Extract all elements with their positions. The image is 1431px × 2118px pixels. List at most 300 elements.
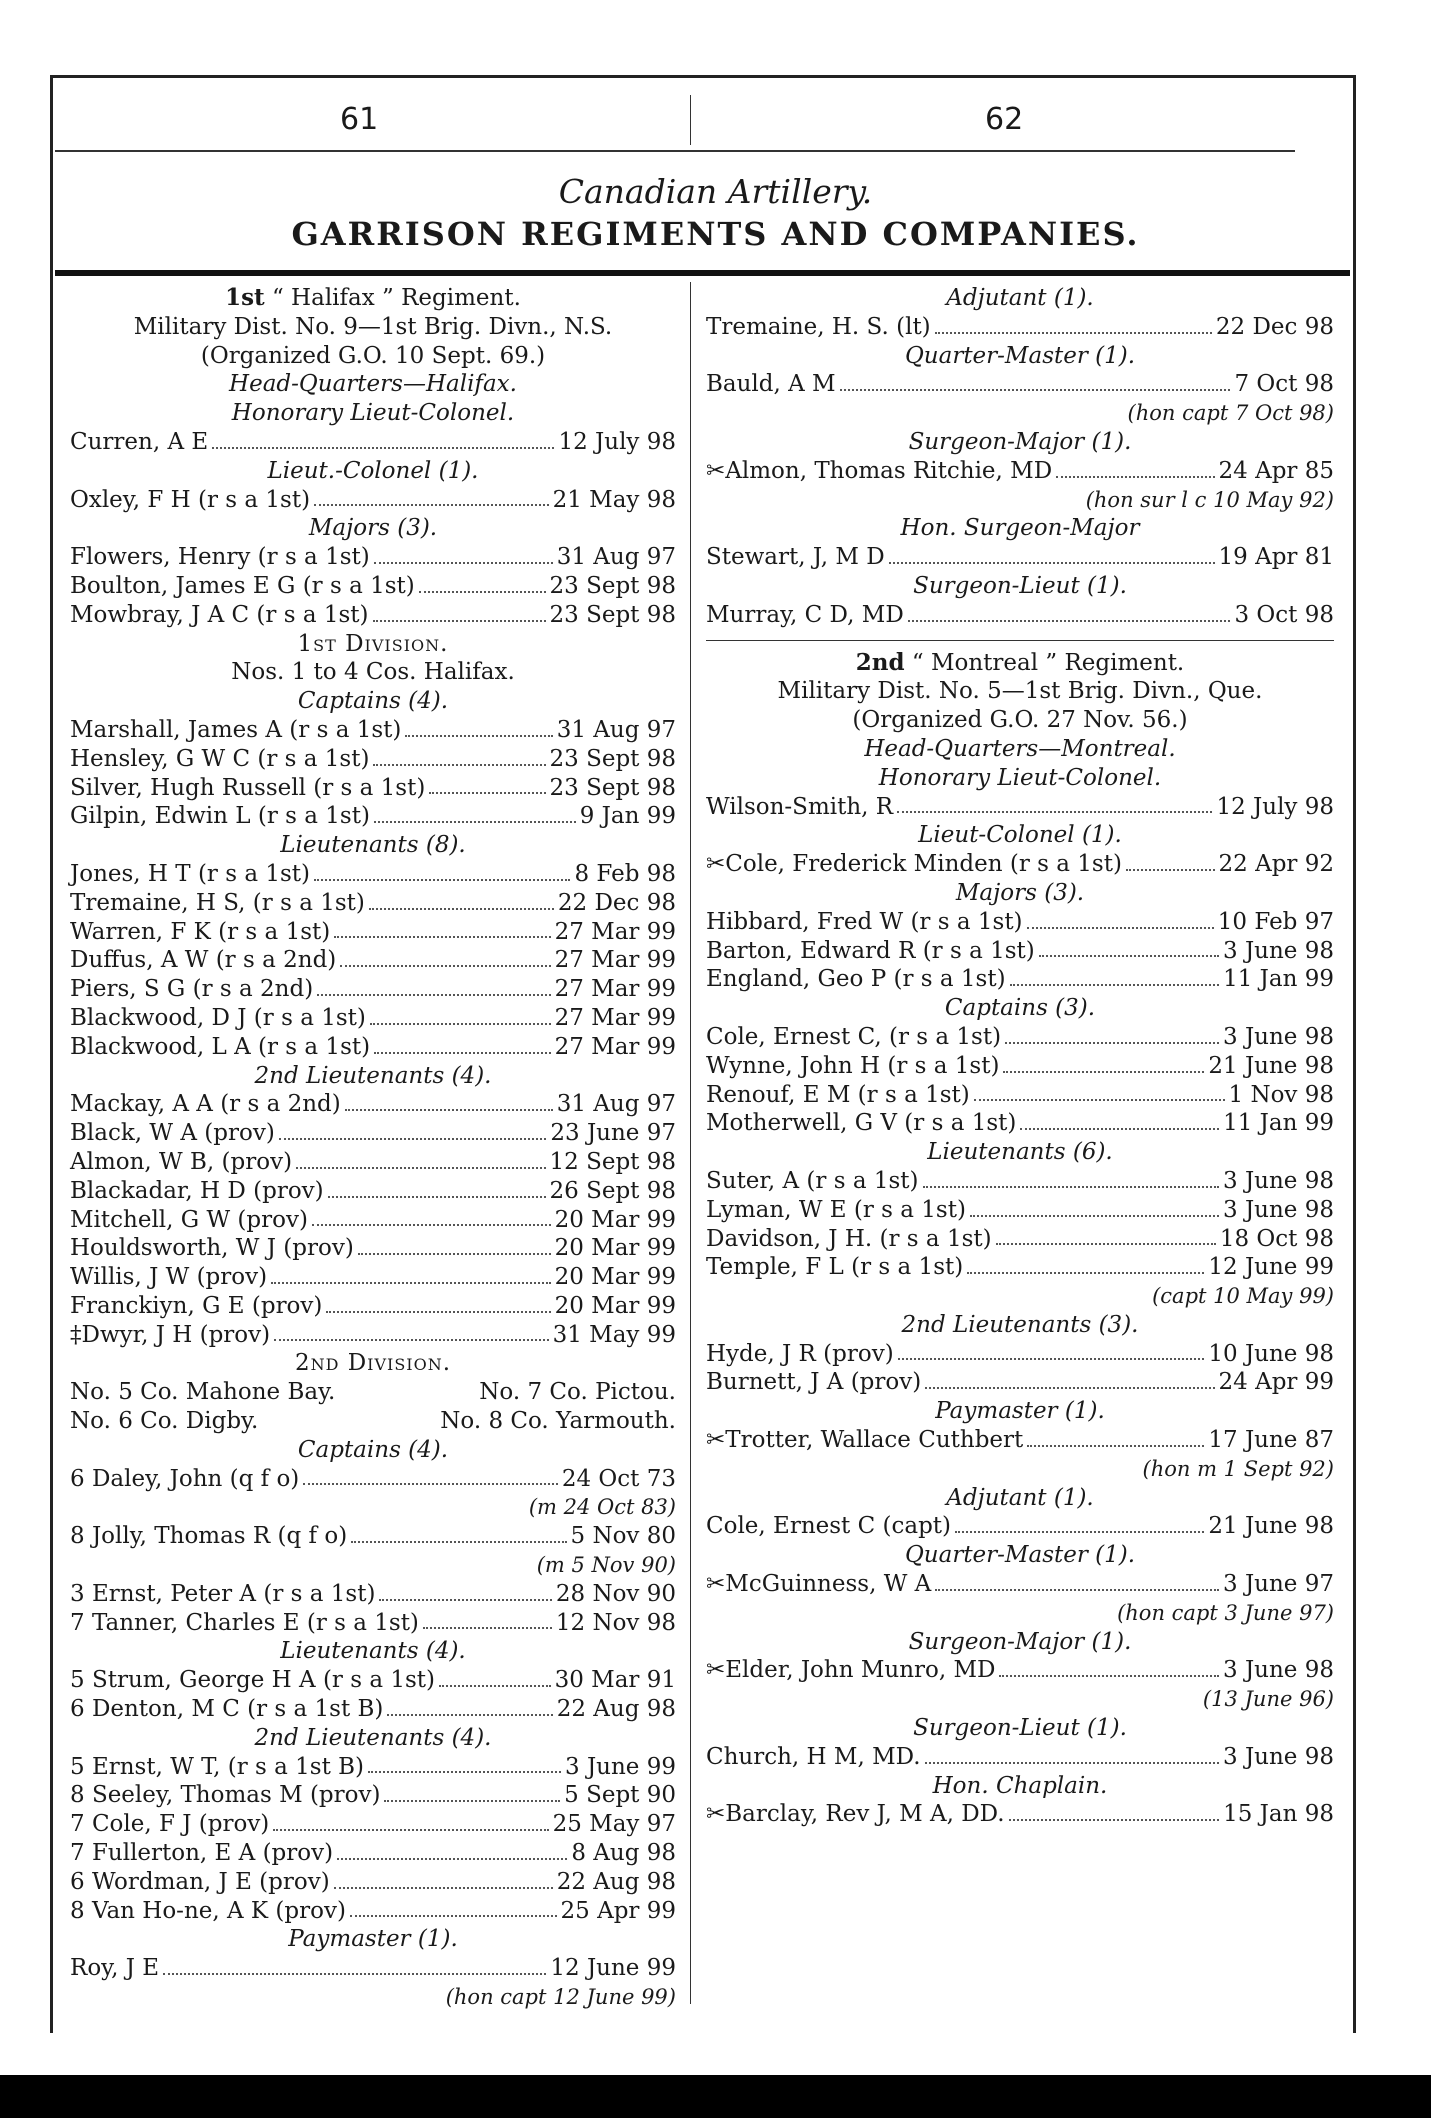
commission-date: 17 June 87 [1208, 1427, 1334, 1454]
rank-heading: Head-Quarters—Montreal. [864, 735, 1176, 762]
rank-note: (capt 10 May 99) [1152, 1284, 1334, 1309]
officer-name: Boulton, James E G (r s a 1st) [70, 572, 415, 599]
rank-heading: Hon. Surgeon-Major [900, 515, 1140, 542]
commission-date: 31 May 99 [552, 1321, 676, 1348]
commission-date: 27 Mar 99 [554, 1004, 676, 1031]
roster-entry [706, 908, 1334, 937]
leader-dots [1009, 1800, 1220, 1821]
roster-entry [706, 1656, 1334, 1685]
officer-name: Suter, A (r s a 1st) [706, 1167, 919, 1194]
officer-name: Willis, J W (prov) [70, 1264, 268, 1291]
leader-dots [345, 1090, 553, 1111]
commission-date: 8 Aug 98 [571, 1840, 676, 1867]
leader-dots [296, 1148, 545, 1169]
commission-date: 22 Dec 98 [557, 889, 676, 916]
commission-date: 3 Oct 98 [1234, 601, 1334, 628]
officer-name: 7 Cole, F J (prov) [70, 1811, 270, 1838]
regiment-name: “ Halifax ” Regiment. [264, 285, 521, 311]
rank-note: (hon capt 7 Oct 98) [1127, 401, 1334, 426]
commission-date: 1 Nov 98 [1228, 1081, 1334, 1108]
leader-dots [1027, 908, 1214, 929]
regiment-info: Military Dist. No. 9—1st Brig. Divn., N.S. [133, 313, 613, 340]
officer-name: Tremaine, H. S. (lt) [706, 313, 931, 340]
officer-name: ‡Dwyr, J H (prov) [70, 1321, 271, 1348]
roster-entry [70, 428, 676, 457]
roster-entry [706, 457, 1334, 486]
rank-note: (13 June 96) [1202, 1687, 1334, 1712]
roster-entry [70, 1119, 676, 1148]
leader-dots [955, 1512, 1204, 1533]
rank-heading: Quarter-Master (1). [904, 342, 1136, 369]
officer-name: Davidson, J H. (r s a 1st) [706, 1225, 992, 1252]
roster-entry [70, 1753, 676, 1782]
commission-date: 22 Aug 98 [556, 1696, 676, 1723]
rank-heading: 2nd Lieutenants (4). [254, 1724, 492, 1751]
commission-date: 27 Mar 99 [554, 918, 676, 945]
regiment-number: 1st [225, 284, 265, 311]
column-separator [690, 282, 691, 2004]
commission-date: 3 June 98 [1223, 1023, 1334, 1050]
roster-entry [706, 965, 1334, 994]
commission-date: 20 Mar 99 [554, 1235, 676, 1262]
rank-note: (m 5 Nov 90) [536, 1553, 676, 1578]
rank-note: (hon capt 12 June 99) [445, 1985, 676, 2010]
officer-name: Cole, Ernest C, (r s a 1st) [706, 1023, 1002, 1050]
leader-dots [273, 1810, 548, 1831]
officer-name: ✂Trotter, Wallace Cuthbert [706, 1427, 1024, 1454]
commission-date: 11 Jan 99 [1223, 1110, 1334, 1137]
rank-heading: 2nd Lieutenants (4). [254, 1062, 492, 1089]
roster-entry [706, 1368, 1334, 1397]
rank-heading: Adjutant (1). [946, 1484, 1094, 1511]
commission-date: 12 July 98 [1216, 793, 1334, 820]
leader-dots [1005, 1023, 1219, 1044]
commission-date: 31 Aug 97 [556, 716, 676, 743]
officer-name: ✂McGuinness, W A [706, 1571, 932, 1598]
left-column [70, 284, 676, 2012]
company-pair [70, 1378, 676, 1407]
leader-dots [840, 370, 1231, 391]
company-pair [70, 1407, 676, 1436]
officer-name: 8 Van Ho-ne, A K (prov) [70, 1897, 346, 1924]
company-location: No. 6 Co. Digby. [70, 1408, 259, 1435]
roster-entry [70, 918, 676, 947]
officer-name: 7 Fullerton, E A (prov) [70, 1840, 334, 1867]
officer-name: 3 Ernst, Peter A (r s a 1st) [70, 1580, 376, 1607]
officer-name: 6 Wordman, J E (prov) [70, 1868, 330, 1895]
company-location: No. 5 Co. Mahone Bay. [70, 1379, 336, 1406]
roster-entry [70, 802, 676, 831]
officer-name: Roy, J E [70, 1955, 160, 1982]
roster-entry [70, 486, 676, 515]
leader-dots [379, 1580, 551, 1601]
leader-dots [1020, 1109, 1219, 1130]
roster-entry [70, 1868, 676, 1897]
roster-entry [706, 313, 1334, 342]
commission-date: 7 Oct 98 [1234, 371, 1334, 398]
roster-entry [70, 1090, 676, 1119]
regiment-heading [706, 649, 1334, 678]
roster-entry [70, 975, 676, 1004]
leader-dots [369, 889, 554, 910]
commission-date: 5 Nov 80 [570, 1523, 676, 1550]
right-column [706, 284, 1334, 1829]
officer-name: Wynne, John H (r s a 1st) [706, 1052, 1000, 1079]
leader-dots [358, 1234, 551, 1255]
roster-entry [70, 1206, 676, 1235]
rank-heading: Adjutant (1). [946, 285, 1094, 311]
leader-dots [314, 860, 570, 881]
leader-dots [1126, 850, 1215, 871]
roster-entry [70, 1263, 676, 1292]
officer-name: Stewart, J, M D [706, 544, 885, 571]
commission-date: 26 Sept 98 [549, 1177, 676, 1204]
leader-dots [370, 1004, 551, 1025]
leader-dots [999, 1656, 1219, 1677]
officer-name: Murray, C D, MD [706, 601, 904, 628]
roster-entry [70, 1177, 676, 1206]
roster-entry [70, 1954, 676, 1983]
leader-dots [303, 1465, 558, 1486]
leader-dots [212, 428, 554, 449]
commission-date: 30 Mar 91 [554, 1667, 676, 1694]
leader-dots [439, 1666, 551, 1687]
leader-dots [368, 1753, 561, 1774]
leader-dots [970, 1196, 1219, 1217]
leader-dots [1010, 965, 1220, 986]
leader-dots [898, 1340, 1205, 1361]
leader-dots [925, 1368, 1214, 1389]
officer-name: Marshall, James A (r s a 1st) [70, 716, 402, 743]
regiment-info: (Organized G.O. 27 Nov. 56.) [852, 707, 1188, 734]
officer-name: Church, H M, MD. [706, 1743, 921, 1770]
roster-entry [70, 1234, 676, 1263]
officer-name: ✂Almon, Thomas Ritchie, MD [706, 457, 1053, 484]
roster-entry [706, 1253, 1334, 1282]
officer-name: Almon, W B, (prov) [70, 1148, 293, 1175]
rank-heading: Majors (3). [955, 879, 1085, 906]
officer-name: Barton, Edward R (r s a 1st) [706, 937, 1035, 964]
roster-entry [70, 1148, 676, 1177]
commission-date: 21 June 98 [1208, 1513, 1334, 1540]
roster-entry [70, 1033, 676, 1062]
commission-date: 3 June 97 [1223, 1571, 1334, 1598]
commission-date: 15 Jan 98 [1223, 1801, 1334, 1828]
officer-name: Piers, S G (r s a 2nd) [70, 976, 314, 1003]
rank-heading: Lieut-Colonel (1). [918, 822, 1122, 849]
commission-date: 20 Mar 99 [554, 1264, 676, 1291]
page-number-right: 62 [985, 102, 1024, 137]
division-heading: 2nd Division. [294, 1350, 452, 1377]
commission-date: 3 June 99 [565, 1753, 676, 1780]
leader-dots [274, 1321, 548, 1342]
officer-name: Blackwood, D J (r s a 1st) [70, 1004, 366, 1031]
leader-dots [334, 1868, 553, 1889]
leader-dots [334, 918, 550, 939]
leader-dots [350, 1897, 557, 1918]
rank-heading: Captains (3). [944, 995, 1096, 1022]
leader-dots [337, 1839, 567, 1860]
commission-date: 24 Oct 73 [561, 1465, 676, 1492]
officer-name: Mackay, A A (r s a 2nd) [70, 1091, 341, 1118]
commission-date: 27 Mar 99 [554, 947, 676, 974]
commission-date: 22 Apr 92 [1218, 851, 1334, 878]
division-heading: 1st Division. [297, 630, 449, 657]
commission-date: 19 Apr 81 [1218, 544, 1334, 571]
leader-dots [312, 1206, 551, 1227]
rank-heading: Surgeon-Major (1). [908, 1628, 1132, 1655]
officer-name: Bauld, A M [706, 371, 836, 398]
regiment-info: Nos. 1 to 4 Cos. Halifax. [231, 659, 515, 686]
officer-name: Motherwell, G V (r s a 1st) [706, 1110, 1017, 1137]
leader-dots [996, 1225, 1216, 1246]
roster-entry [70, 1810, 676, 1839]
commission-date: 10 Feb 97 [1217, 908, 1334, 935]
leader-dots [1027, 1426, 1204, 1447]
roster-entry [706, 1426, 1334, 1455]
roster-entry [706, 370, 1334, 399]
officer-name: 5 Ernst, W T, (r s a 1st B) [70, 1753, 365, 1780]
roster-entry [70, 745, 676, 774]
leader-dots [326, 1292, 550, 1313]
roster-entry [70, 1292, 676, 1321]
commission-date: 3 June 98 [1223, 937, 1334, 964]
leader-dots [317, 975, 550, 996]
roster-entry [706, 1109, 1334, 1138]
commission-date: 23 Sept 98 [549, 572, 676, 599]
commission-date: 24 Apr 85 [1218, 457, 1334, 484]
rank-heading: Surgeon-Lieut (1). [913, 1715, 1127, 1742]
leader-dots [419, 572, 546, 593]
officer-name: Temple, F L (r s a 1st) [706, 1254, 964, 1281]
roster-entry [70, 889, 676, 918]
rank-heading: Honorary Lieut-Colonel. [231, 400, 515, 427]
regiment-heading [70, 284, 676, 313]
rank-heading: Surgeon-Lieut (1). [913, 572, 1127, 599]
officer-name: Mitchell, G W (prov) [70, 1206, 308, 1233]
commission-date: 12 Nov 98 [555, 1609, 676, 1636]
commission-date: 3 June 98 [1223, 1743, 1334, 1770]
roster-entry [70, 1666, 676, 1695]
leader-dots [967, 1253, 1204, 1274]
rank-heading: Lieut.-Colonel (1). [267, 457, 479, 484]
officer-name: Jones, H T (r s a 1st) [70, 860, 311, 887]
roster-entry [706, 1340, 1334, 1369]
roster-entry [70, 1522, 676, 1551]
page-number-left: 61 [340, 102, 379, 137]
regiment-info: (Organized G.O. 10 Sept. 69.) [200, 342, 546, 369]
officer-name: Curren, A E [70, 428, 209, 455]
commission-date: 23 Sept 98 [549, 774, 676, 801]
commission-date: 9 Jan 99 [579, 803, 676, 830]
section-title-italic: Canadian Artillery. [558, 172, 873, 211]
officer-name: England, Geo P (r s a 1st) [706, 966, 1006, 993]
commission-date: 27 Mar 99 [554, 976, 676, 1003]
officer-name: 6 Denton, M C (r s a 1st B) [70, 1696, 384, 1723]
roster-entry [706, 1743, 1334, 1772]
leader-dots [314, 486, 549, 507]
leader-dots [405, 716, 552, 737]
officer-name: Renouf, E M (r s a 1st) [706, 1081, 970, 1108]
commission-date: 27 Mar 99 [554, 1033, 676, 1060]
regiment-name: “ Montreal ” Regiment. [904, 649, 1185, 676]
rank-note: (hon capt 3 June 97) [1117, 1600, 1334, 1625]
header-rule [55, 150, 1295, 152]
officer-name: 6 Daley, John (q f o) [70, 1465, 300, 1492]
commission-date: 11 Jan 99 [1223, 966, 1334, 993]
leader-dots [889, 543, 1215, 564]
roster-entry [706, 1023, 1334, 1052]
leader-dots [897, 793, 1212, 814]
commission-date: 20 Mar 99 [554, 1206, 676, 1233]
company-location: No. 8 Co. Yarmouth. [440, 1408, 676, 1435]
roster-entry [70, 1580, 676, 1609]
roster-entry [706, 793, 1334, 822]
roster-entry [70, 1695, 676, 1724]
leader-dots [974, 1081, 1225, 1102]
leader-dots [374, 543, 553, 564]
roster-entry [706, 1225, 1334, 1254]
commission-date: 31 Aug 97 [556, 1091, 676, 1118]
roster-entry [706, 1052, 1334, 1081]
roster-entry [706, 1512, 1334, 1541]
roster-entry [70, 543, 676, 572]
leader-dots [373, 745, 545, 766]
roster-entry [70, 1465, 676, 1494]
rank-heading: Lieutenants (4). [280, 1638, 466, 1665]
officer-name: Hyde, J R (prov) [706, 1340, 894, 1367]
officer-name: Burnett, J A (prov) [706, 1369, 922, 1396]
leader-dots [374, 802, 576, 823]
company-location: No. 7 Co. Pictou. [479, 1379, 676, 1406]
leader-dots [1056, 457, 1214, 478]
roster-entry [70, 1897, 676, 1926]
leader-dots [351, 1522, 566, 1543]
commission-date: 20 Mar 99 [554, 1292, 676, 1319]
rank-heading: Surgeon-Major (1). [908, 428, 1132, 455]
commission-date: 21 June 98 [1208, 1052, 1334, 1079]
officer-name: Oxley, F H (r s a 1st) [70, 486, 311, 513]
roster-entry [70, 1609, 676, 1638]
roster-entry [706, 601, 1334, 630]
rank-heading: Captains (4). [297, 688, 449, 715]
officer-name: Silver, Hugh Russell (r s a 1st) [70, 774, 426, 801]
roster-entry [70, 860, 676, 889]
rank-heading: Paymaster (1). [935, 1398, 1105, 1425]
leader-dots [271, 1263, 551, 1284]
officer-name: Duffus, A W (r s a 2nd) [70, 947, 337, 974]
leader-dots [923, 1167, 1220, 1188]
officer-name: 8 Seeley, Thomas M (prov) [70, 1782, 381, 1809]
officer-name: Houldsworth, W J (prov) [70, 1235, 354, 1262]
roster-entry [706, 543, 1334, 572]
officer-name: ✂Barclay, Rev J, M A, DD. [706, 1801, 1005, 1828]
rank-heading: Lieutenants (6). [927, 1139, 1113, 1166]
rank-heading: Majors (3). [308, 515, 438, 542]
roster-entry [70, 774, 676, 803]
officer-name: Warren, F K (r s a 1st) [70, 918, 331, 945]
rank-heading: Paymaster (1). [288, 1926, 458, 1953]
roster-entry [70, 1839, 676, 1868]
leader-dots [1003, 1052, 1204, 1073]
officer-name: Cole, Ernest C (capt) [706, 1513, 952, 1540]
commission-date: 25 Apr 99 [560, 1897, 676, 1924]
commission-date: 31 Aug 97 [556, 544, 676, 571]
leader-dots [935, 1570, 1219, 1591]
commission-date: 10 June 98 [1208, 1340, 1334, 1367]
rank-heading: Head-Quarters—Halifax. [229, 371, 517, 398]
officer-name: Black, W A (prov) [70, 1120, 275, 1147]
officer-name: Wilson-Smith, R [706, 793, 894, 820]
leader-dots [908, 601, 1231, 622]
roster-entry [70, 1781, 676, 1810]
officer-name: Lyman, W E (r s a 1st) [706, 1196, 966, 1223]
officer-name: 5 Strum, George H A (r s a 1st) [70, 1667, 436, 1694]
commission-date: 24 Apr 99 [1218, 1369, 1334, 1396]
officer-name: Hibbard, Fred W (r s a 1st) [706, 908, 1023, 935]
rank-note: (hon m 1 Sept 92) [1142, 1456, 1334, 1481]
rank-note: (m 24 Oct 83) [528, 1495, 676, 1520]
roster-entry [706, 937, 1334, 966]
commission-date: 12 June 99 [550, 1955, 676, 1982]
leader-dots [935, 313, 1212, 334]
rank-heading: Hon. Chaplain. [932, 1772, 1108, 1799]
commission-date: 12 June 99 [1208, 1254, 1334, 1281]
leader-dots [328, 1177, 546, 1198]
regiment-number: 2nd [855, 648, 905, 676]
commission-date: 3 June 98 [1223, 1657, 1334, 1684]
roster-entry [70, 572, 676, 601]
leader-dots [429, 774, 545, 795]
officer-name: Blackwood, L A (r s a 1st) [70, 1033, 371, 1060]
officer-name: 8 Jolly, Thomas R (q f o) [70, 1523, 348, 1550]
commission-date: 3 June 98 [1223, 1167, 1334, 1194]
rank-heading: 2nd Lieutenants (3). [901, 1311, 1139, 1338]
roster-entry [706, 1167, 1334, 1196]
regiment-divider [706, 640, 1334, 641]
leader-dots [279, 1119, 547, 1140]
commission-date: 28 Nov 90 [555, 1580, 676, 1607]
roster-entry [70, 601, 676, 630]
roster-entry [706, 1196, 1334, 1225]
officer-name: Franckiyn, G E (prov) [70, 1292, 323, 1319]
leader-dots [387, 1695, 552, 1716]
officer-name: ✂Cole, Frederick Minden (r s a 1st) [706, 851, 1122, 878]
commission-date: 22 Aug 98 [556, 1868, 676, 1895]
leader-dots [340, 946, 550, 967]
commission-date: 23 Sept 98 [549, 745, 676, 772]
title-thick-rule [55, 270, 1350, 276]
rank-heading: Quarter-Master (1). [904, 1542, 1136, 1569]
commission-date: 23 June 97 [550, 1120, 676, 1147]
section-title: GARRISON REGIMENTS AND COMPANIES. [291, 215, 1140, 253]
leader-dots [1039, 937, 1219, 958]
leader-dots [384, 1781, 560, 1802]
roster-entry [706, 1081, 1334, 1110]
roster-entry [70, 1004, 676, 1033]
officer-name: Flowers, Henry (r s a 1st) [70, 544, 370, 571]
roster-entry [70, 1321, 676, 1350]
commission-date: 8 Feb 98 [574, 860, 676, 887]
regiment-info: Military Dist. No. 5—1st Brig. Divn., Que. [777, 678, 1263, 705]
officer-name: ✂Elder, John Munro, MD [706, 1657, 996, 1684]
roster-entry [706, 1570, 1334, 1599]
leader-dots [374, 1033, 550, 1054]
commission-date: 23 Sept 98 [549, 601, 676, 628]
roster-entry [70, 946, 676, 975]
leader-dots [423, 1609, 552, 1630]
officer-name: 7 Tanner, Charles E (r s a 1st) [70, 1609, 419, 1636]
